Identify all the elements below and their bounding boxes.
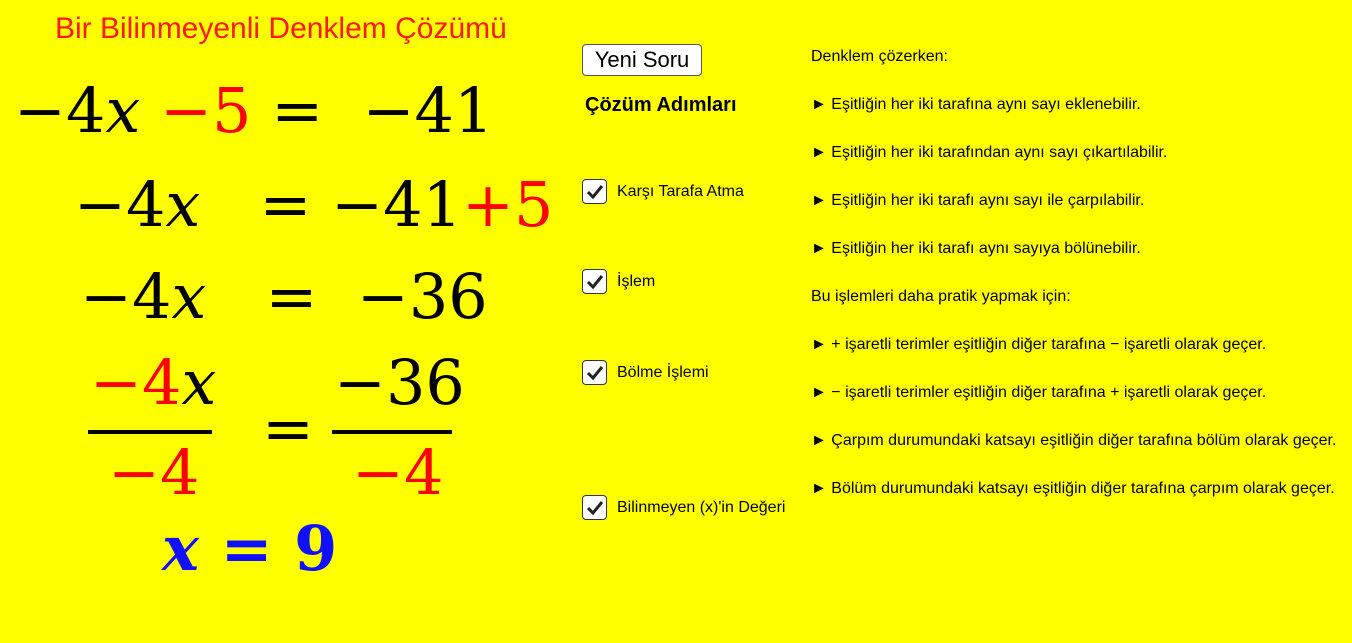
checkbox-label: İşlem: [617, 272, 656, 290]
checkbox-label: Bilinmeyen (x)'in Değeri: [617, 498, 786, 516]
info-line: Bu işlemleri daha pratik yapmak için:: [811, 288, 1071, 305]
eq4-left-numerator: [90, 346, 217, 419]
info-line: ► + işaretli terimler eşitliğin diğer tarafına − işaretli olarak geçer.: [811, 336, 1267, 353]
checkmark-icon: [586, 364, 604, 382]
info-line: ► Eşitliğin her iki tarafı aynı sayıya bölünebilir.: [811, 240, 1141, 257]
eq2-lhs-coef: −4: [74, 168, 166, 241]
equation-line-1: [14, 74, 494, 147]
eq4-left-fraction-bar: [88, 430, 212, 434]
info-line: ► Eşitliğin her iki tarafından aynı sayı çıkartılabilir.: [811, 144, 1168, 161]
checkmark-icon: [586, 499, 604, 517]
eq3-rhs: −36: [356, 260, 488, 333]
eq3-lhs-coef: −4: [80, 260, 172, 333]
info-line: Denklem çözerken:: [811, 48, 948, 65]
checkbox-row-islem[interactable]: [582, 269, 655, 294]
eq4-left-num-var: x: [181, 346, 217, 419]
checkbox-bilinmeyen-degeri[interactable]: [582, 495, 607, 520]
eq4-right-denominator: −4: [352, 436, 444, 509]
answer-value: 9: [294, 512, 338, 585]
eq1-lhs-const: −5: [160, 74, 252, 147]
eq1-rhs: −41: [362, 74, 494, 147]
checkbox-islem[interactable]: [582, 269, 607, 294]
eq2-equals: =: [259, 168, 312, 241]
equation-answer: [162, 512, 338, 585]
equation-line-3: [80, 260, 488, 333]
info-line: ► Eşitliğin her iki tarafına aynı sayı eklenebilir.: [811, 96, 1141, 113]
app-title: Bir Bilinmeyenli Denklem Çözümü: [55, 12, 507, 45]
eq4-left-num-coef: −4: [90, 346, 182, 419]
eq3-equals: =: [265, 260, 318, 333]
info-line: ► − işaretli terimler eşitliğin diğer tarafına + işaretli olarak geçer.: [811, 384, 1267, 401]
eq4-left-denominator: −4: [108, 436, 200, 509]
equation-line-2: [74, 168, 554, 241]
eq4-equals: =: [262, 392, 314, 465]
eq1-equals: =: [271, 74, 324, 147]
checkbox-label: Bölme İşlemi: [617, 363, 709, 381]
eq4-right-numerator: −36: [334, 346, 465, 419]
info-line: ► Bölüm durumundaki katsayı eşitliğin diğer tarafına çarpım olarak geçer.: [811, 480, 1335, 497]
checkbox-row-bilinmeyen-degeri[interactable]: [582, 495, 785, 520]
eq2-rhs-add: +5: [462, 168, 554, 241]
info-line: ► Çarpım durumundaki katsayı eşitliğin diğer tarafına bölüm olarak geçer.: [811, 432, 1337, 449]
checkmark-icon: [586, 273, 604, 291]
checkbox-row-bolme-islemi[interactable]: [582, 360, 709, 385]
eq3-lhs-var: x: [171, 260, 207, 333]
eq2-rhs: −41: [331, 168, 463, 241]
checkbox-bolme-islemi[interactable]: [582, 360, 607, 385]
info-line: ► Eşitliğin her iki tarafı aynı sayı ile çarpılabilir.: [811, 192, 1145, 209]
checkbox-label: Karşı Tarafa Atma: [617, 182, 744, 200]
answer-equals: =: [220, 512, 273, 585]
new-question-button[interactable]: Yeni Soru: [582, 44, 702, 76]
checkmark-icon: [586, 183, 604, 201]
checkbox-row-karsi-tarafa-atma[interactable]: [582, 179, 744, 204]
eq1-lhs-coef: −4: [14, 74, 106, 147]
eq1-lhs-var: x: [105, 74, 141, 147]
solution-steps-title: Çözüm Adımları: [585, 94, 737, 116]
eq4-right-fraction-bar: [332, 430, 452, 434]
checkbox-karsi-tarafa-atma[interactable]: [582, 179, 607, 204]
answer-var: x: [162, 512, 199, 585]
eq2-lhs-var: x: [165, 168, 201, 241]
